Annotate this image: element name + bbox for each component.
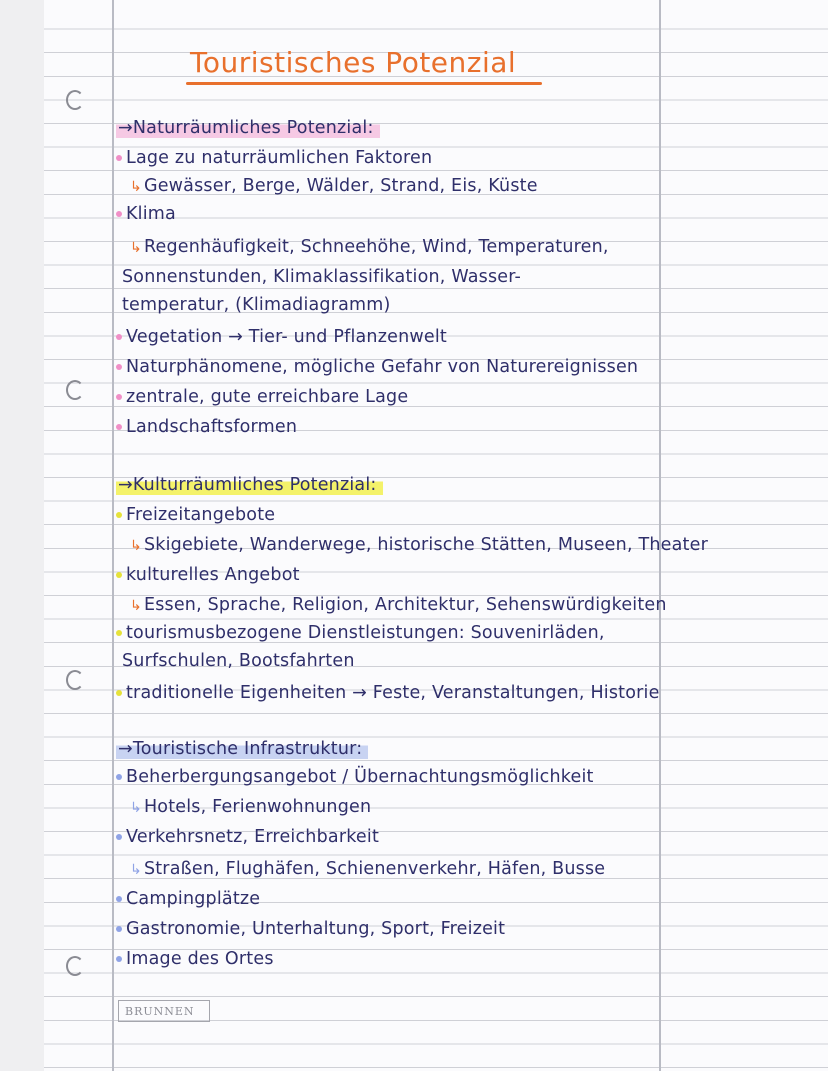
list-item bbox=[116, 948, 274, 970]
bullet-dot-icon bbox=[116, 211, 122, 217]
list-item bbox=[116, 386, 408, 408]
bullet-dot-icon bbox=[116, 774, 122, 780]
page-title: Touristisches Potenzial bbox=[190, 46, 517, 79]
bullet-dot-icon bbox=[116, 334, 122, 340]
list-item bbox=[116, 622, 605, 644]
list-item-text: traditionelle Eigenheiten → Feste, Veranstaltungen, Historie bbox=[126, 683, 660, 703]
sub-arrow-icon: ↳ bbox=[130, 240, 142, 256]
list-continuation bbox=[122, 266, 521, 288]
section-heading-kultur bbox=[116, 474, 383, 496]
left-margin-line bbox=[112, 0, 114, 1071]
bullet-dot-icon bbox=[116, 630, 122, 636]
list-item-text: Naturphänomene, mögliche Gefahr von Naturereignissen bbox=[126, 357, 639, 377]
list-continuation bbox=[122, 650, 355, 672]
sub-arrow-icon: ↳ bbox=[130, 862, 142, 878]
brand-logo bbox=[118, 1000, 210, 1022]
sub-arrow-icon: ↳ bbox=[130, 538, 142, 554]
section-heading-natur bbox=[116, 117, 380, 139]
brand-label: BRUNNEN bbox=[125, 1005, 195, 1018]
bullet-dot-icon bbox=[116, 394, 122, 400]
list-item bbox=[116, 766, 594, 788]
list-item-text: Image des Ortes bbox=[126, 949, 274, 969]
list-item-text: Landschaftsformen bbox=[126, 417, 298, 437]
list-item bbox=[116, 918, 505, 940]
list-item-text: Verkehrsnetz, Erreichbarkeit bbox=[126, 827, 380, 847]
list-continuation-text: Surfschulen, Bootsfahrten bbox=[122, 651, 355, 671]
list-subitem bbox=[130, 594, 667, 617]
bullet-dot-icon bbox=[116, 956, 122, 962]
list-item bbox=[116, 888, 260, 910]
sub-arrow-icon: ↳ bbox=[130, 598, 142, 614]
list-continuation-text: temperatur, (Klimadiagramm) bbox=[122, 295, 391, 315]
list-subitem-text: Gewässer, Berge, Wälder, Strand, Eis, Küste bbox=[143, 176, 538, 196]
list-item-text: Lage zu naturräumlichen Faktoren bbox=[126, 148, 433, 168]
punch-hole-mark bbox=[66, 90, 84, 110]
list-continuation-text: Sonnenstunden, Klimaklassifikation, Wasser- bbox=[122, 267, 522, 287]
list-item-text: Freizeitangebote bbox=[126, 505, 276, 525]
punch-hole-mark bbox=[66, 670, 84, 690]
list-item bbox=[116, 682, 660, 704]
punch-hole-mark bbox=[66, 956, 84, 976]
list-item bbox=[116, 147, 432, 169]
title-underline bbox=[186, 82, 542, 85]
bullet-dot-icon bbox=[116, 896, 122, 902]
heading-text: →Naturräumliches Potenzial: bbox=[116, 117, 380, 139]
list-item-text: Campingplätze bbox=[126, 889, 261, 909]
bullet-dot-icon bbox=[116, 834, 122, 840]
list-subitem-text: Hotels, Ferienwohnungen bbox=[143, 797, 372, 817]
list-item-text: Beherbergungsangebot / Übernachtungsmöglichkeit bbox=[126, 767, 594, 787]
bullet-dot-icon bbox=[116, 926, 122, 932]
list-subitem bbox=[130, 175, 538, 198]
list-item bbox=[116, 203, 176, 225]
bullet-dot-icon bbox=[116, 364, 122, 370]
bullet-dot-icon bbox=[116, 424, 122, 430]
perforation-strip bbox=[0, 0, 44, 1071]
punch-hole-mark bbox=[66, 380, 84, 400]
list-subitem bbox=[130, 236, 609, 259]
heading-text: →Kulturräumliches Potenzial: bbox=[116, 474, 383, 496]
heading-text: →Touristische Infrastruktur: bbox=[116, 738, 368, 760]
sub-arrow-icon: ↳ bbox=[130, 179, 142, 195]
list-item bbox=[116, 564, 300, 586]
list-item bbox=[116, 356, 638, 378]
list-subitem bbox=[130, 534, 708, 557]
list-item-text: Vegetation → Tier- und Pflanzenwelt bbox=[126, 327, 447, 347]
bullet-dot-icon bbox=[116, 690, 122, 696]
list-subitem-text: Skigebiete, Wanderwege, historische Stätten, Museen, Theater bbox=[143, 535, 708, 555]
sub-arrow-icon: ↳ bbox=[130, 800, 142, 816]
list-item bbox=[116, 826, 379, 848]
list-item-text: Gastronomie, Unterhaltung, Sport, Freizeit bbox=[126, 919, 506, 939]
list-subitem-text: Essen, Sprache, Religion, Architektur, Sehenswürdigkeiten bbox=[143, 595, 667, 615]
list-item-text: tourismusbezogene Dienstleistungen: Souvenirläden, bbox=[126, 623, 605, 643]
list-item bbox=[116, 416, 297, 438]
section-heading-infrastruktur bbox=[116, 738, 368, 760]
bullet-dot-icon bbox=[116, 155, 122, 161]
bullet-dot-icon bbox=[116, 572, 122, 578]
list-item bbox=[116, 326, 447, 348]
bullet-dot-icon bbox=[116, 512, 122, 518]
list-item-text: zentrale, gute erreichbare Lage bbox=[126, 387, 409, 407]
list-item-text: Klima bbox=[126, 204, 176, 224]
list-subitem-text: Regenhäufigkeit, Schneehöhe, Wind, Temperaturen, bbox=[143, 237, 609, 257]
list-subitem bbox=[130, 796, 371, 819]
list-continuation bbox=[122, 294, 391, 316]
list-item bbox=[116, 504, 275, 526]
list-item-text: kulturelles Angebot bbox=[126, 565, 300, 585]
list-subitem bbox=[130, 858, 605, 881]
list-subitem-text: Straßen, Flughäfen, Schienenverkehr, Häfen, Busse bbox=[143, 859, 606, 879]
